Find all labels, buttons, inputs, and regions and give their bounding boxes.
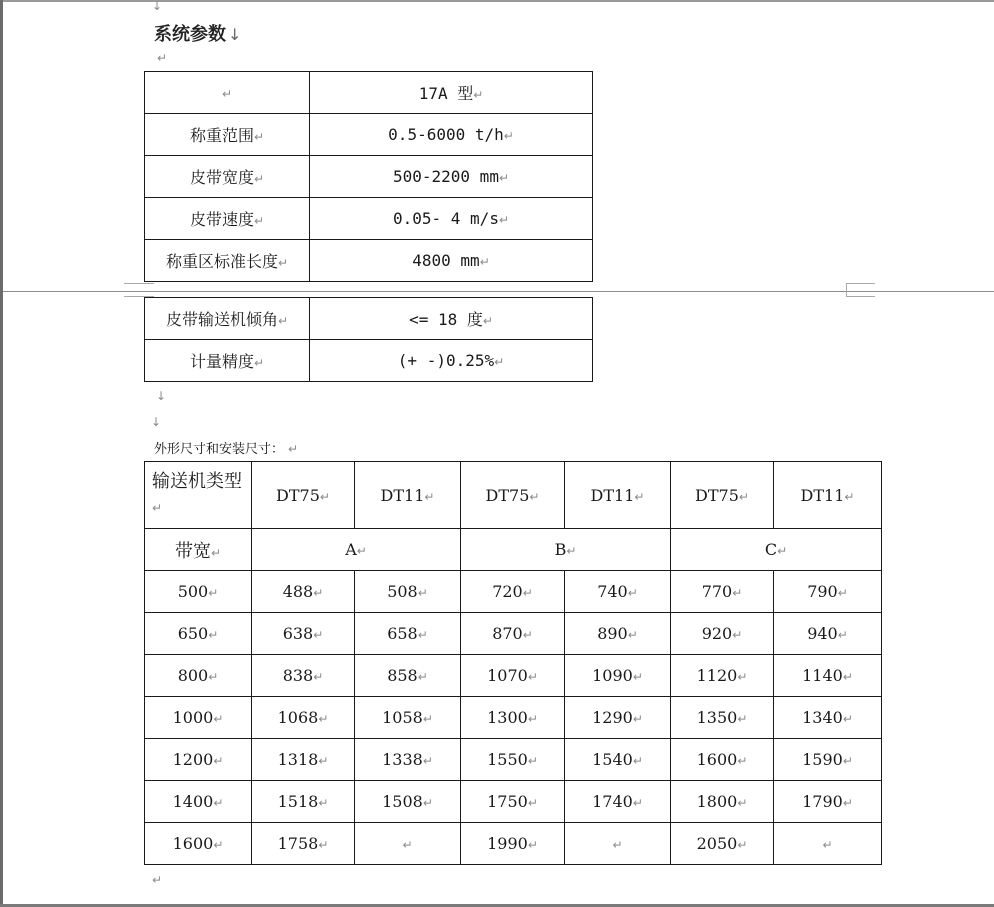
paragraph-mark: ↵: [482, 314, 493, 328]
table-cell[interactable]: [565, 823, 671, 865]
dimension-value: 1550: [487, 750, 528, 769]
paragraph-mark: ↵: [213, 754, 224, 768]
dimension-value: 1340: [802, 708, 843, 727]
paragraph-mark: ↵: [402, 838, 413, 852]
dims-caption-text: 外形尺寸和安装尺寸：: [154, 442, 285, 457]
dims-caption[interactable]: [154, 438, 298, 457]
table-cell[interactable]: [310, 156, 593, 198]
dimension-value: 1758: [277, 834, 319, 853]
dimension-value: 638: [282, 624, 314, 643]
table-cell[interactable]: [565, 571, 671, 613]
table-cell[interactable]: [565, 655, 671, 697]
group-label: A: [345, 540, 357, 559]
paragraph-mark: ↵: [737, 712, 748, 726]
paragraph-mark: ↵: [152, 501, 163, 515]
table-cell[interactable]: [145, 114, 310, 156]
dimension-value: 1600: [696, 750, 738, 769]
dimension-value: 1800: [696, 792, 738, 811]
paragraph-mark: ↵: [522, 628, 533, 642]
line-break-mark: ↓: [151, 415, 162, 429]
paragraph-mark: ↵: [210, 545, 222, 560]
table-cell[interactable]: [310, 340, 593, 382]
section-heading[interactable]: [154, 20, 241, 46]
param-value: 500-2200 mm: [392, 167, 499, 186]
table-cell[interactable]: [145, 571, 252, 613]
system-params-table: [144, 71, 593, 282]
page-break-marker: [124, 283, 154, 297]
group-label: C: [764, 540, 778, 559]
dimension-value: 1318: [277, 750, 319, 769]
param-value: 4800 mm: [412, 251, 480, 270]
table-cell[interactable]: [461, 571, 565, 613]
table-cell[interactable]: [310, 240, 593, 282]
paragraph-mark: ↵: [318, 712, 329, 726]
table-cell[interactable]: [671, 613, 774, 655]
param-value: 0.5-6000 t/h: [388, 125, 504, 144]
table-cell[interactable]: [355, 739, 461, 781]
table-cell[interactable]: [565, 462, 671, 529]
belt-width-value: 1600: [172, 834, 214, 853]
group-label: B: [554, 540, 567, 559]
conveyor-type: DT11: [590, 485, 635, 505]
table-cell[interactable]: [461, 655, 565, 697]
dimension-value: 1990: [487, 834, 528, 853]
paragraph-mark: ↵: [213, 838, 224, 852]
dimension-value: 890: [597, 624, 628, 643]
paragraph-mark: ↵: [313, 628, 324, 642]
paragraph-mark: ↵: [777, 544, 788, 558]
paragraph-mark: ↵: [318, 838, 329, 852]
dimension-value: 1750: [487, 792, 528, 811]
table-cell[interactable]: [145, 529, 252, 571]
paragraph-mark: ↵: [288, 442, 299, 456]
paragraph-mark: ↵: [213, 712, 224, 726]
dimension-value: 658: [387, 624, 418, 643]
table-cell-empty[interactable]: [145, 72, 310, 114]
table-cell[interactable]: [671, 571, 774, 613]
table-cell[interactable]: [252, 781, 355, 823]
table-cell[interactable]: [461, 613, 565, 655]
param-value: (+ -)0.25%: [397, 351, 495, 370]
param-value: <= 18 度: [409, 310, 483, 329]
line-break-mark: ↓: [156, 389, 167, 403]
table-cell[interactable]: [774, 697, 882, 739]
table-row: [145, 823, 882, 865]
paragraph-mark: ↵: [527, 670, 538, 684]
conveyor-type: DT75: [276, 485, 320, 505]
table-cell[interactable]: [565, 781, 671, 823]
model-header: 17A 型: [418, 84, 474, 103]
paragraph-mark: ↵: [627, 586, 638, 600]
paragraph-mark: ↵: [627, 628, 638, 642]
table-cell[interactable]: [145, 781, 252, 823]
paragraph-mark: ↵: [737, 796, 748, 810]
paragraph-mark: ↵: [253, 214, 265, 228]
dimension-value: 1120: [696, 666, 738, 685]
table-row: [145, 781, 882, 823]
paragraph-mark: ↵: [277, 314, 289, 328]
paragraph-mark: ↵: [498, 213, 510, 227]
table-cell[interactable]: [671, 529, 882, 571]
table-cell[interactable]: [461, 739, 565, 781]
dimension-value: 1090: [592, 666, 633, 685]
table-cell[interactable]: [671, 781, 774, 823]
paragraph-mark: ↵: [632, 796, 643, 810]
table-cell[interactable]: [774, 739, 882, 781]
table-cell[interactable]: [145, 613, 252, 655]
table-cell[interactable]: [252, 655, 355, 697]
dimension-value: 1338: [382, 750, 423, 769]
paragraph-mark: ↵: [479, 255, 490, 269]
dimension-value: 858: [387, 666, 418, 685]
paragraph-mark: ↵: [732, 628, 743, 642]
table-row: [145, 298, 593, 340]
paragraph-mark: ↵: [221, 87, 233, 101]
table-cell[interactable]: [252, 697, 355, 739]
param-label: 计量精度: [189, 352, 254, 371]
width-header: 带宽: [174, 540, 211, 562]
dimension-value: 1740: [592, 792, 633, 811]
table-cell[interactable]: [252, 613, 355, 655]
paragraph-mark: ↵: [208, 670, 219, 684]
table-cell[interactable]: [145, 198, 310, 240]
table-header-row: [145, 462, 882, 529]
paragraph-mark: ↵: [422, 754, 433, 768]
paragraph-mark: ↵: [498, 171, 510, 185]
param-label: 皮带速度: [189, 210, 254, 229]
table-cell[interactable]: [252, 823, 355, 865]
dimension-value: 1790: [802, 792, 843, 811]
table-subheader-row: [145, 529, 882, 571]
table-cell[interactable]: [145, 697, 252, 739]
dimension-value: 1540: [592, 750, 633, 769]
system-params-table-continued: [144, 297, 593, 382]
paragraph-mark: ↵: [842, 754, 853, 768]
paragraph-mark: ↵: [424, 489, 435, 504]
table-cell[interactable]: [565, 613, 671, 655]
paragraph-mark: ↵: [208, 586, 219, 600]
dimension-value: 1290: [592, 708, 633, 727]
paragraph-mark: ↵: [522, 586, 533, 600]
table-row: [145, 697, 882, 739]
belt-width-value: 650: [177, 624, 209, 643]
table-row: [145, 571, 882, 613]
paragraph-mark: ↵: [837, 628, 848, 642]
belt-width-value: 500: [177, 582, 209, 601]
table-cell[interactable]: [774, 462, 882, 529]
paragraph-mark: ↵: [632, 712, 643, 726]
paragraph-mark: ↵: [842, 796, 853, 810]
dimension-value: 508: [387, 582, 418, 601]
paragraph-mark: ↵: [473, 88, 484, 102]
belt-width-value: 800: [177, 666, 209, 685]
paragraph-mark: ↵: [277, 256, 289, 270]
paragraph-mark: ↵: [842, 670, 853, 684]
table-cell[interactable]: [145, 240, 310, 282]
table-cell[interactable]: [355, 655, 461, 697]
table-cell[interactable]: [671, 462, 774, 529]
table-row: [145, 240, 593, 282]
dimension-value: 1508: [382, 792, 423, 811]
dimension-value: 1140: [802, 666, 843, 685]
dimension-value: 940: [807, 624, 838, 643]
param-label: 皮带输送机倾角: [165, 310, 278, 329]
paragraph-mark: ↵: [253, 356, 265, 370]
dimension-value: 838: [282, 666, 314, 685]
belt-width-value: 1200: [172, 750, 214, 769]
paragraph-mark: ↵: [318, 796, 329, 810]
table-cell[interactable]: [252, 462, 355, 529]
table-cell[interactable]: [461, 781, 565, 823]
paragraph-mark: ↵: [737, 670, 748, 684]
conveyor-type: DT11: [380, 485, 425, 505]
table-cell[interactable]: [461, 462, 565, 529]
line-break-mark: ↓: [152, 0, 163, 13]
table-cell[interactable]: [310, 72, 593, 114]
table-cell[interactable]: [461, 697, 565, 739]
table-row: [145, 739, 882, 781]
paragraph-mark: ↵: [152, 873, 163, 887]
conveyor-type: DT75: [695, 485, 739, 505]
table-cell[interactable]: [671, 697, 774, 739]
dimension-value: 870: [492, 624, 523, 643]
paragraph-mark: ↵: [612, 838, 623, 852]
table-cell[interactable]: [145, 298, 310, 340]
param-label: 称重区标准长度: [165, 252, 278, 271]
dimension-value: 1068: [277, 708, 319, 727]
conveyor-type: DT11: [800, 485, 845, 505]
dimension-value: 2050: [696, 834, 738, 853]
dimension-value: 720: [492, 582, 523, 601]
table-cell[interactable]: [355, 613, 461, 655]
dimension-value: 1058: [382, 708, 423, 727]
paragraph-mark: ↵: [422, 712, 433, 726]
dimension-value: 920: [701, 624, 733, 643]
dimension-value: 1300: [487, 708, 528, 727]
paragraph-mark: ↵: [313, 670, 324, 684]
paragraph-mark: ↵: [822, 838, 833, 852]
paragraph-mark: ↵: [213, 796, 224, 810]
paragraph-mark: ↵: [527, 712, 538, 726]
table-cell[interactable]: [252, 739, 355, 781]
belt-width-value: 1000: [172, 708, 214, 727]
table-cell[interactable]: [145, 739, 252, 781]
paragraph-mark: ↵: [632, 754, 643, 768]
paragraph-mark: ↵: [529, 489, 540, 504]
table-cell[interactable]: [774, 613, 882, 655]
dimension-value: 790: [807, 582, 838, 601]
dimensions-table: [144, 461, 882, 865]
param-value: 0.05- 4 m/s: [392, 209, 499, 228]
page-top-edge: [0, 0, 994, 2]
table-cell[interactable]: [252, 529, 461, 571]
table-cell[interactable]: [565, 739, 671, 781]
table-cell[interactable]: [774, 781, 882, 823]
table-cell[interactable]: [145, 462, 252, 529]
table-cell[interactable]: [355, 781, 461, 823]
section-heading-text: 系统参数: [154, 24, 226, 45]
dimension-value: 1070: [487, 666, 528, 685]
table-cell[interactable]: [310, 114, 593, 156]
table-cell[interactable]: [145, 823, 252, 865]
paragraph-mark: ↵: [527, 796, 538, 810]
paragraph-mark: ↵: [503, 129, 514, 143]
table-cell[interactable]: [774, 655, 882, 697]
paragraph-mark: ↵: [313, 586, 324, 600]
paragraph-mark: ↵: [634, 489, 645, 504]
table-cell[interactable]: [671, 655, 774, 697]
table-cell[interactable]: [310, 298, 593, 340]
line-break-mark: ↓: [228, 25, 242, 44]
table-row: [145, 198, 593, 240]
page-left-edge: [0, 0, 3, 907]
paragraph-mark: ↵: [632, 670, 643, 684]
paragraph-mark: ↵: [422, 796, 433, 810]
table-row: [145, 613, 882, 655]
paragraph-mark: ↵: [842, 712, 853, 726]
table-cell[interactable]: [565, 697, 671, 739]
table-row: [145, 72, 593, 114]
table-row: [145, 340, 593, 382]
paragraph-mark: ↵: [844, 489, 855, 504]
param-label: 皮带宽度: [189, 168, 254, 187]
paragraph-mark: ↵: [417, 628, 428, 642]
table-cell[interactable]: [252, 571, 355, 613]
table-cell[interactable]: [671, 823, 774, 865]
paragraph-mark: ↵: [208, 628, 219, 642]
paragraph-mark: ↵: [737, 838, 748, 852]
dimension-value: 488: [282, 582, 314, 601]
table-row: [145, 114, 593, 156]
table-cell[interactable]: [355, 697, 461, 739]
table-cell[interactable]: [774, 823, 882, 865]
paragraph-mark: ↵: [738, 489, 749, 504]
paragraph-mark: ↵: [837, 586, 848, 600]
param-label: 称重范围: [189, 126, 254, 145]
table-row: [145, 655, 882, 697]
paragraph-mark: ↵: [356, 544, 367, 558]
belt-width-value: 1400: [172, 792, 214, 811]
dimension-value: 770: [701, 582, 733, 601]
dimensions-table-body: [145, 571, 882, 865]
paragraph-mark: ↵: [157, 51, 168, 65]
paragraph-mark: ↵: [417, 670, 428, 684]
table-cell[interactable]: [355, 823, 461, 865]
table-cell[interactable]: [145, 156, 310, 198]
table-cell[interactable]: [355, 462, 461, 529]
paragraph-mark: ↵: [566, 544, 577, 558]
page-break-marker: [846, 283, 875, 297]
dimension-value: 1518: [277, 792, 319, 811]
table-cell[interactable]: [145, 340, 310, 382]
paragraph-mark: ↵: [494, 355, 505, 369]
table-cell[interactable]: [671, 739, 774, 781]
paragraph-mark: ↵: [527, 754, 538, 768]
conveyor-type: DT75: [485, 485, 530, 505]
table-cell[interactable]: [355, 571, 461, 613]
paragraph-mark: ↵: [318, 754, 329, 768]
paragraph-mark: ↵: [737, 754, 748, 768]
paragraph-mark: ↵: [732, 586, 743, 600]
dimension-value: 1590: [802, 750, 843, 769]
table-row: [145, 156, 593, 198]
type-header: 输送机类型: [152, 471, 242, 492]
paragraph-mark: ↵: [253, 172, 265, 186]
table-cell[interactable]: [461, 529, 671, 571]
table-cell[interactable]: [774, 571, 882, 613]
paragraph-mark: ↵: [417, 586, 428, 600]
dimension-value: 740: [597, 582, 628, 601]
table-cell[interactable]: [310, 198, 593, 240]
table-cell[interactable]: [145, 655, 252, 697]
paragraph-mark: ↵: [319, 489, 330, 504]
dimension-value: 1350: [696, 708, 738, 727]
table-cell[interactable]: [461, 823, 565, 865]
paragraph-mark: ↵: [527, 838, 538, 852]
paragraph-mark: ↵: [253, 130, 265, 144]
